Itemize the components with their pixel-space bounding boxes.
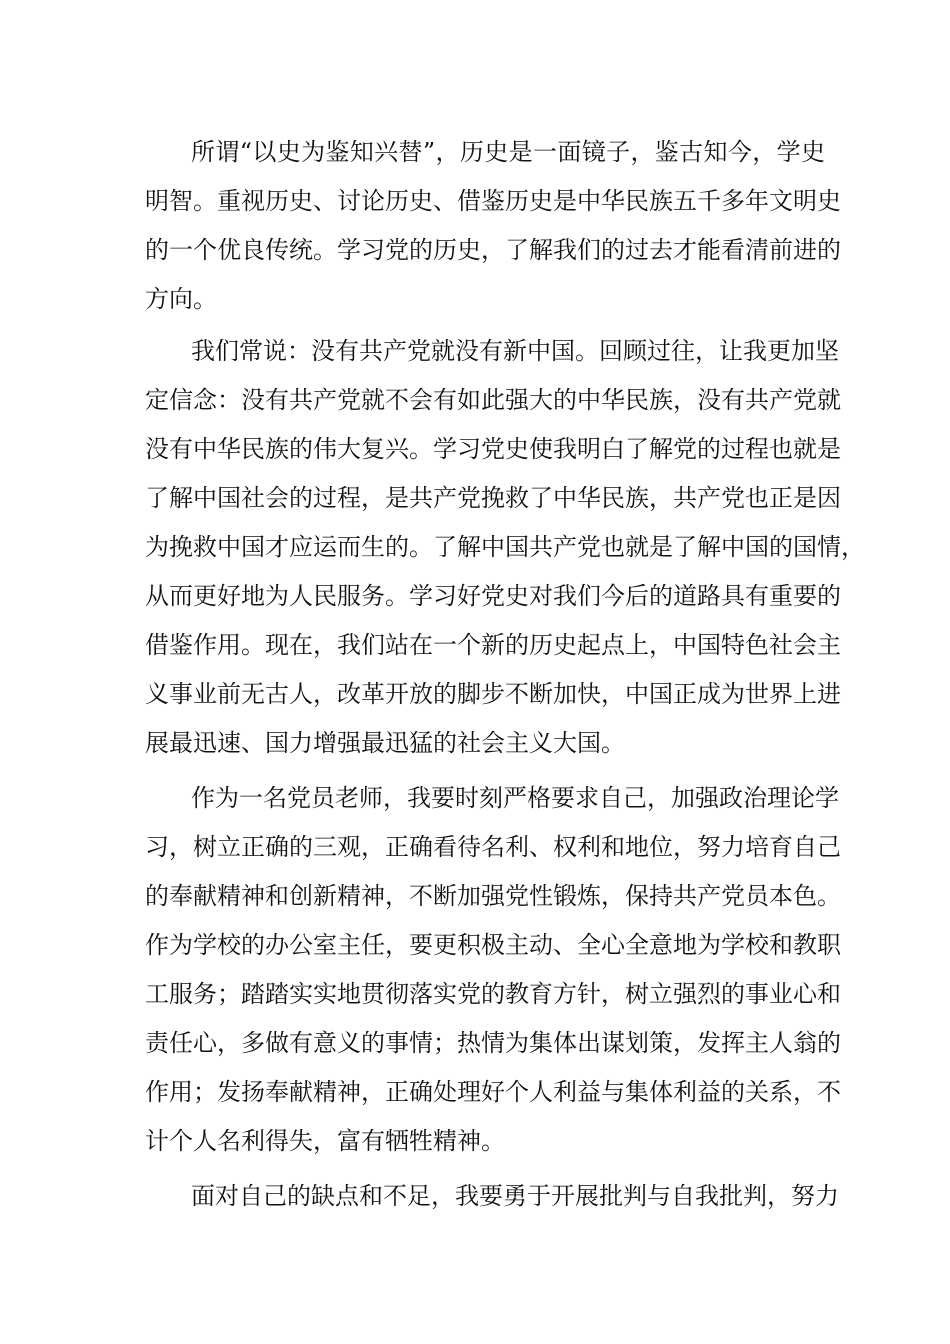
paragraph-3-line-5: 工服务；踏踏实实地贯彻落实党的教育方针，树立强烈的事业心和 xyxy=(145,980,841,1008)
paragraph-3-line-7: 作用；发扬奉献精神，正确处理好个人利益与集体利益的关系，不 xyxy=(145,1078,841,1106)
paragraph-3-line-3: 的奉献精神和创新精神，不断加强党性锻炼，保持共产党员本色。 xyxy=(145,882,841,910)
paragraph-1-line-3: 的一个优良传统。学习党的历史，了解我们的过去才能看清前进的 xyxy=(145,236,841,264)
paragraph-2-line-6: 从而更好地为人民服务。学习好党史对我们今后的道路具有重要的 xyxy=(145,582,841,610)
paragraph-3-line-6: 责任心，多做有意义的事情；热情为集体出谋划策，发挥主人翁的 xyxy=(145,1029,841,1057)
paragraph-2-line-8: 义事业前无古人，改革开放的脚步不断加快，中国正成为世界上进 xyxy=(145,680,841,708)
paragraph-3-line-4: 作为学校的办公室主任，要更积极主动、全心全意地为学校和教职 xyxy=(145,931,841,959)
paragraph-2-line-7: 借鉴作用。现在，我们站在一个新的历史起点上，中国特色社会主 xyxy=(145,631,841,659)
paragraph-2-line-5: 为挽救中国才应运而生的。了解中国共产党也就是了解中国的国情， xyxy=(145,533,865,561)
paragraph-2-line-4: 了解中国社会的过程，是共产党挽救了中华民族，共产党也正是因 xyxy=(145,484,841,512)
paragraph-3-line-2: 习，树立正确的三观，正确看待名利、权利和地位，努力培育自己 xyxy=(145,833,841,861)
paragraph-3-line-8: 计个人名利得失，富有牺牲精神。 xyxy=(145,1127,505,1155)
paragraph-2-line-1: 我们常说：没有共产党就没有新中国。回顾过往，让我更加坚 xyxy=(191,337,839,365)
paragraph-2-line-9: 展最迅速、国力增强最迅猛的社会主义大国。 xyxy=(145,729,625,757)
paragraph-4-line-1: 面对自己的缺点和不足，我要勇于开展批判与自我批判，努力 xyxy=(191,1182,839,1210)
paragraph-2-line-3: 没有中华民族的伟大复兴。学习党史使我明白了解党的过程也就是 xyxy=(145,435,841,463)
paragraph-1-line-1: 所谓“以史为鉴知兴替”，历史是一面镜子，鉴古知今，学史 xyxy=(191,138,825,166)
paragraph-3-line-1: 作为一名党员老师，我要时刻严格要求自己，加强政治理论学 xyxy=(191,784,839,812)
paragraph-1-line-2: 明智。重视历史、讨论历史、借鉴历史是中华民族五千多年文明史 xyxy=(145,187,841,215)
paragraph-1-line-4: 方向。 xyxy=(145,285,217,313)
paragraph-2-line-2: 定信念：没有共产党就不会有如此强大的中华民族，没有共产党就 xyxy=(145,386,841,414)
